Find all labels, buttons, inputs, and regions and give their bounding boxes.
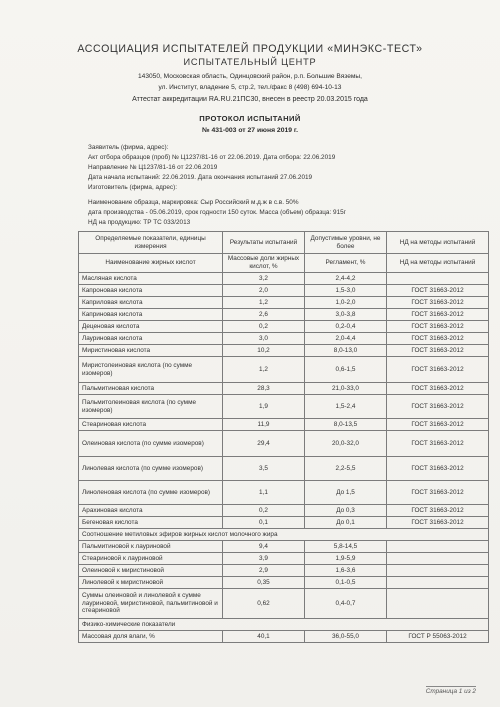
table-cell: 1,0-2,0 (305, 297, 387, 309)
table-cell: Пальмитиновая кислота (79, 383, 223, 395)
table-cell: Деценовая кислота (79, 321, 223, 333)
table-cell: ГОСТ 31663-2012 (387, 285, 489, 297)
table-cell: До 0,3 (305, 505, 387, 517)
table-row (79, 431, 489, 457)
table-cell: 1,9 (223, 395, 305, 419)
table-cell: 2,0-4,4 (305, 333, 387, 345)
table-cell: 0,2-0,4 (305, 321, 387, 333)
table-section-row (79, 529, 489, 541)
table-cell: Определяемые показатели, единицы измерения (79, 232, 223, 254)
table-cell: Лауриновая кислота (79, 333, 223, 345)
results-table-body (79, 232, 489, 643)
table-cell: 21,0-33,0 (305, 383, 387, 395)
table-row (79, 577, 489, 589)
table-cell: Миристолеиновая кислота (по сумме изомеров) (79, 357, 223, 383)
table-cell: 10,2 (223, 345, 305, 357)
table-cell: Соотношение метиловых эфиров жирных кислот молочного жира (79, 529, 489, 541)
table-row (79, 321, 489, 333)
table-cell: Каприловая кислота (79, 297, 223, 309)
page-number: Страница 1 из 2 (425, 688, 476, 695)
table-cell: Линолевая кислота (по сумме изомеров) (79, 457, 223, 481)
table-cell: 3,0-3,8 (305, 309, 387, 321)
table-cell (387, 541, 489, 553)
table-cell: 20,0-32,0 (305, 431, 387, 457)
table-cell: Миристиновая кислота (79, 345, 223, 357)
table-cell: ГОСТ 31663-2012 (387, 383, 489, 395)
table-cell: 1,1 (223, 481, 305, 505)
table-cell: Стеариновая кислота (79, 419, 223, 431)
table-cell: ГОСТ 31663-2012 (387, 517, 489, 529)
table-cell: НД на методы испытаний (387, 232, 489, 254)
table-cell: ГОСТ 31663-2012 (387, 481, 489, 505)
table-row (79, 333, 489, 345)
table-cell: Пальмитолеиновая кислота (по сумме изомеров) (79, 395, 223, 419)
table-cell: ГОСТ 31663-2012 (387, 309, 489, 321)
table-cell: 1,5-2,4 (305, 395, 387, 419)
table-cell: 8,0-13,0 (305, 345, 387, 357)
table-cell: 8,0-13,5 (305, 419, 387, 431)
table-row (79, 481, 489, 505)
info-sample-name: Наименование образца, маркировка: Сыр Российский м.д.ж в с.в. 50% (88, 199, 299, 206)
table-cell: Физико-химические показатели (79, 619, 489, 631)
table-subheader-row (79, 254, 489, 273)
address-line-1: 143050, Московская область, Одинцовский район, р.п. Большие Вяземы, (137, 73, 362, 80)
table-cell: ГОСТ 31663-2012 (387, 395, 489, 419)
table-cell: 0,1 (223, 517, 305, 529)
table-cell: 3,9 (223, 553, 305, 565)
table-cell: Бегеновая кислота (79, 517, 223, 529)
table-cell: ГОСТ 31663-2012 (387, 505, 489, 517)
table-row (79, 505, 489, 517)
table-cell: 0,6-1,5 (305, 357, 387, 383)
table-row (79, 345, 489, 357)
table-row (79, 553, 489, 565)
table-cell: НД на методы испытаний (387, 254, 489, 273)
table-row (79, 541, 489, 553)
table-cell: 3,5 (223, 457, 305, 481)
table-cell: Допустимые уровни, не более (305, 232, 387, 254)
table-cell: 0,4-0,7 (305, 589, 387, 619)
protocol-title: ПРОТОКОЛ ИСПЫТАНИЙ (199, 114, 301, 123)
info-product-standard: НД на продукцию: ТР ТС 033/2013 (88, 219, 191, 226)
table-cell: 1,9-5,9 (305, 553, 387, 565)
table-cell: Олеиновой к миристиновой (79, 565, 223, 577)
table-cell: 11,9 (223, 419, 305, 431)
table-cell: 29,4 (223, 431, 305, 457)
table-cell: 2,4-4,2 (305, 273, 387, 285)
table-cell: ГОСТ 31663-2012 (387, 321, 489, 333)
table-row (79, 457, 489, 481)
table-header-row (79, 232, 489, 254)
table-cell: ГОСТ 31663-2012 (387, 357, 489, 383)
table-cell: 2,6 (223, 309, 305, 321)
address-line-2: ул. Институт, владение 5, стр.2, тел./факс 8 (498) 694-10-13 (158, 84, 342, 91)
table-cell: Линоленовая кислота (по сумме изомеров) (79, 481, 223, 505)
table-cell: ГОСТ 31663-2012 (387, 297, 489, 309)
accreditation-line: Аттестат аккредитации RA.RU.21ПС30, внесен в реестр 20.03.2015 года (132, 96, 368, 103)
table-cell: 0,62 (223, 589, 305, 619)
table-cell: 1,5-3,0 (305, 285, 387, 297)
table-cell: Массовые доли жирных кислот, % (223, 254, 305, 273)
table-row (79, 309, 489, 321)
table-row (79, 419, 489, 431)
table-cell: 3,0 (223, 333, 305, 345)
table-cell: 2,2-5,5 (305, 457, 387, 481)
table-cell: 2,9 (223, 565, 305, 577)
table-cell: 5,8-14,5 (305, 541, 387, 553)
table-row (79, 383, 489, 395)
table-cell: Капроновая кислота (79, 285, 223, 297)
table-cell (387, 589, 489, 619)
info-production-date: дата производства - 05.06.2019, срок годности 150 суток. Масса (объем) образца: 915г (88, 209, 347, 216)
table-cell: 2,0 (223, 285, 305, 297)
table-row (79, 589, 489, 619)
info-manufacturer: Изготовитель (фирма, адрес): (88, 184, 178, 191)
table-cell (387, 553, 489, 565)
table-cell (387, 273, 489, 285)
table-cell: Массовая доля влаги, % (79, 631, 223, 643)
table-cell: Регламент, % (305, 254, 387, 273)
table-cell: 36,0-55,0 (305, 631, 387, 643)
table-cell: Линолевой к миристиновой (79, 577, 223, 589)
table-row (79, 273, 489, 285)
table-cell: Пальмитиновой к лауриновой (79, 541, 223, 553)
table-cell: Наименование жирных кислот (79, 254, 223, 273)
table-cell: 0,2 (223, 321, 305, 333)
table-cell: Масляная кислота (79, 273, 223, 285)
table-cell: 3,2 (223, 273, 305, 285)
table-row (79, 357, 489, 383)
table-cell: ГОСТ 31663-2012 (387, 419, 489, 431)
table-cell: ГОСТ Р 55063-2012 (387, 631, 489, 643)
table-cell: ГОСТ 31663-2012 (387, 345, 489, 357)
info-test-dates: Дата начала испытаний: 22.06.2019. Дата окончания испытаний 27.06.2019 (88, 174, 313, 181)
table-cell: Каприновая кислота (79, 309, 223, 321)
table-cell (387, 565, 489, 577)
testing-center-name: ИСПЫТАТЕЛЬНЫЙ ЦЕНТР (183, 57, 317, 67)
table-cell: 1,2 (223, 297, 305, 309)
table-row (79, 517, 489, 529)
table-section-row (79, 619, 489, 631)
info-sampling-act: Акт отбора образцов (проб) № Ц1237/81-16 от 22.06.2019. Дата отбора: 22.06.2019 (88, 154, 336, 161)
table-row (79, 565, 489, 577)
table-cell: 0,2 (223, 505, 305, 517)
results-table (78, 231, 489, 643)
table-row (79, 631, 489, 643)
table-cell: ГОСТ 31663-2012 (387, 333, 489, 345)
table-cell: ГОСТ 31663-2012 (387, 457, 489, 481)
table-row (79, 285, 489, 297)
organization-name: АССОЦИАЦИЯ ИСПЫТАТЕЛЕЙ ПРОДУКЦИИ «МИНЭКС-ТЕСТ» (77, 43, 423, 55)
table-cell (387, 577, 489, 589)
table-cell: Олеиновая кислота (по сумме изомеров) (79, 431, 223, 457)
table-cell: 1,6-3,6 (305, 565, 387, 577)
table-cell: Стеариновой к лауриновой (79, 553, 223, 565)
table-cell: 1,2 (223, 357, 305, 383)
table-cell: 9,4 (223, 541, 305, 553)
table-cell: Результаты испытаний (223, 232, 305, 254)
table-cell: Арахиновая кислота (79, 505, 223, 517)
info-applicant: Заявитель (фирма, адрес): (88, 144, 169, 151)
table-cell: До 1,5 (305, 481, 387, 505)
info-referral: Направление № Ц1237/81-16 от 22.06.2019 (88, 164, 218, 171)
table-cell: 0,1-0,5 (305, 577, 387, 589)
table-cell: 28,3 (223, 383, 305, 395)
table-cell: До 0,1 (305, 517, 387, 529)
table-cell: 0,35 (223, 577, 305, 589)
table-row (79, 395, 489, 419)
table-cell: Суммы олеиновой и линолевой к сумме лауриновой, миристиновой, пальмитиновой и стеариновой (79, 589, 223, 619)
table-cell: ГОСТ 31663-2012 (387, 431, 489, 457)
table-cell: 40,1 (223, 631, 305, 643)
protocol-number: № 431-003 от 27 июня 2019 г. (202, 127, 298, 134)
table-row (79, 297, 489, 309)
